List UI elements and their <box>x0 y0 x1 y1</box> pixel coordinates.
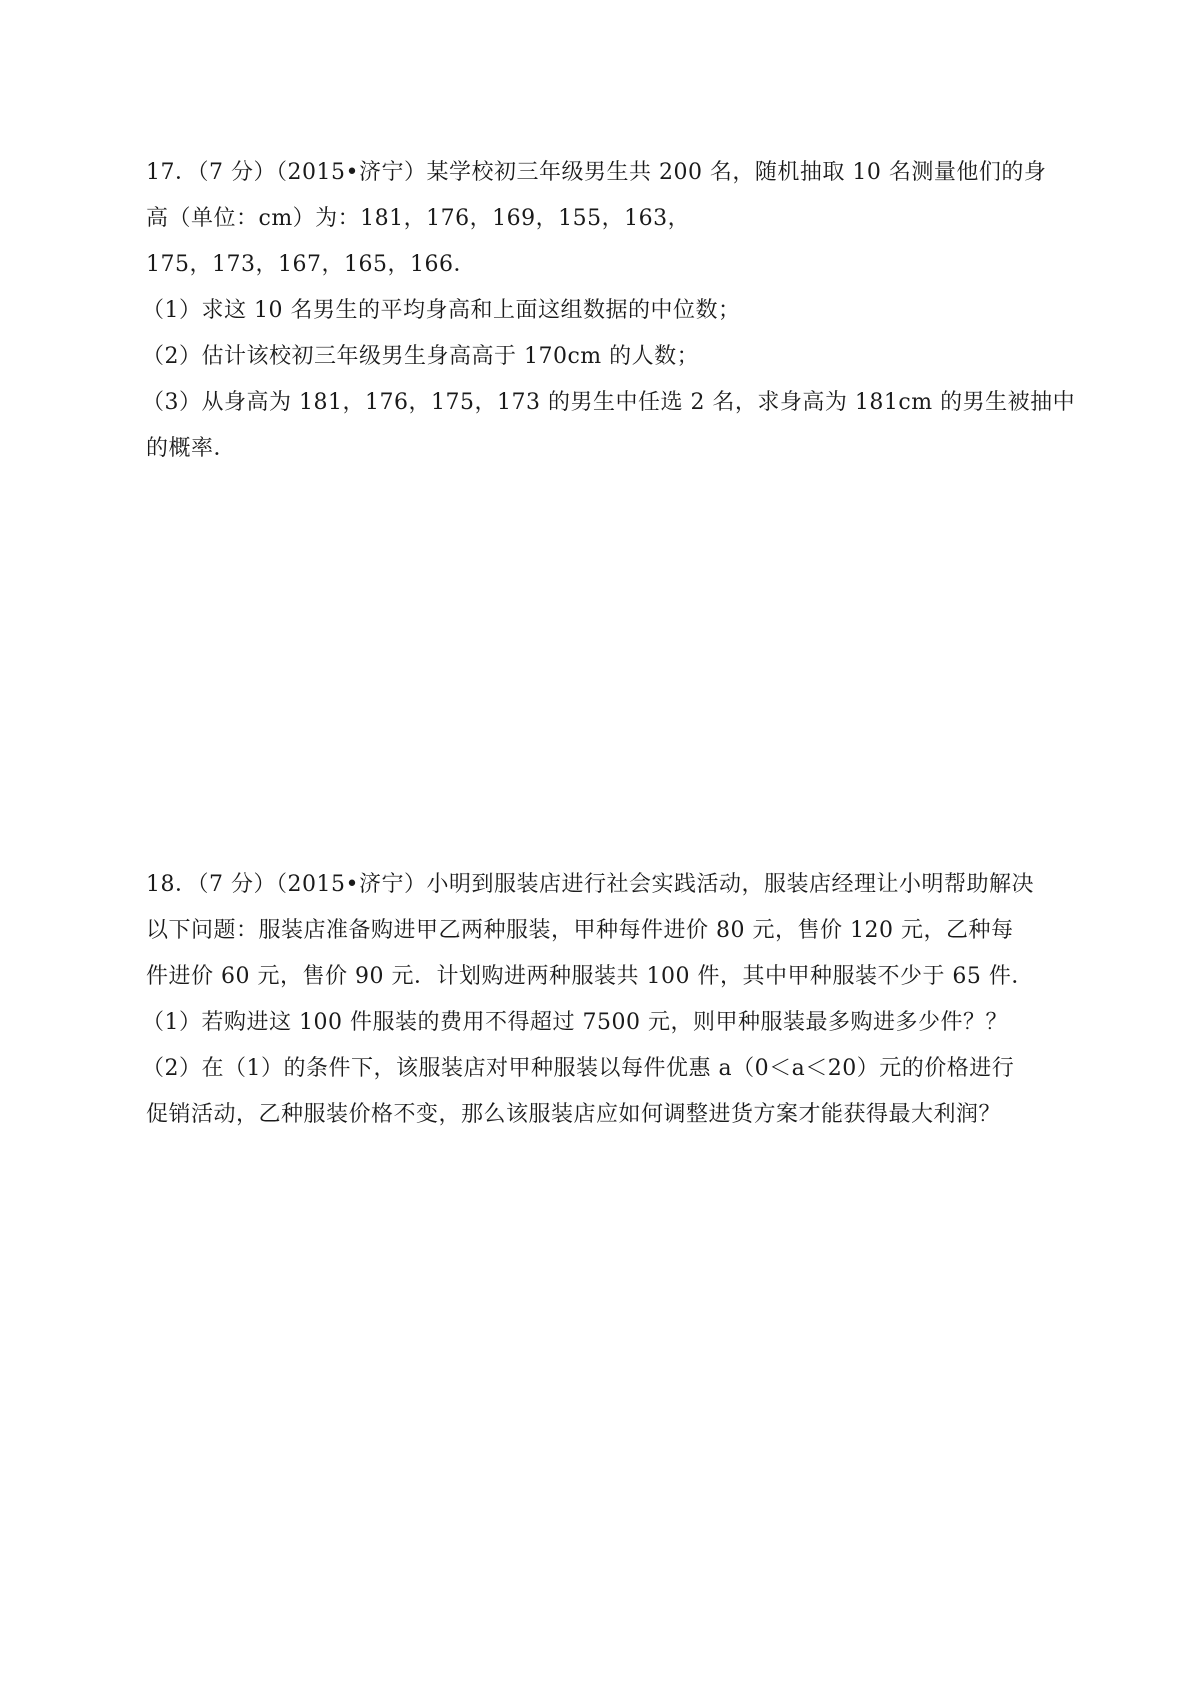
question-17-stem-line-1: 17．（7 分）（2015•济宁）某学校初三年级男生共 200 名，随机抽取 10 名测量他们的身 <box>146 160 1047 185</box>
question-17-part-1: （1）求这 10 名男生的平均身高和上面这组数据的中位数； <box>142 298 741 323</box>
question-18-stem-line-3: 件进价 60 元，售价 90 元．计划购进两种服装共 100 件，其中甲种服装不少于 65 件． <box>146 964 1034 989</box>
question-17-part-2: （2）估计该校初三年级男生身高高于 170cm 的人数； <box>142 344 700 369</box>
question-17-part-3-line-1: （3）从身高为 181，176，175，173 的男生中任选 2 名，求身高为 181cm 的男生被抽中 <box>142 390 1076 415</box>
question-18 <box>142 862 1066 1138</box>
question-18-part-2-line-1: （2）在（1）的条件下，该服装店对甲种服装以每件优惠 a（0＜a＜20）元的价格进行 <box>142 1056 1015 1081</box>
question-18-stem-line-1: 18．（7 分）（2015•济宁）小明到服装店进行社会实践活动，服装店经理让小明帮助解决 <box>146 872 1034 897</box>
question-17-stem-line-3: 175，173，167，165，166． <box>146 252 476 277</box>
question-18-stem-line-2: 以下问题：服装店准备购进甲乙两种服装，甲种每件进价 80 元，售价 120 元，乙种每 <box>146 918 1014 943</box>
question-17 <box>142 150 1076 472</box>
question-17-part-3-line-2: 的概率． <box>146 436 237 461</box>
question-17-stem-line-2: 高（单位：cm）为：181，176，169，155，163， <box>146 206 691 231</box>
question-18-part-2-line-2: 促销活动，乙种服装价格不变，那么该服装店应如何调整进货方案才能获得最大利润？ <box>146 1102 1002 1127</box>
question-18-part-1: （1）若购进这 100 件服装的费用不得超过 7500 元，则甲种服装最多购进多少件？？ <box>142 1010 1008 1035</box>
